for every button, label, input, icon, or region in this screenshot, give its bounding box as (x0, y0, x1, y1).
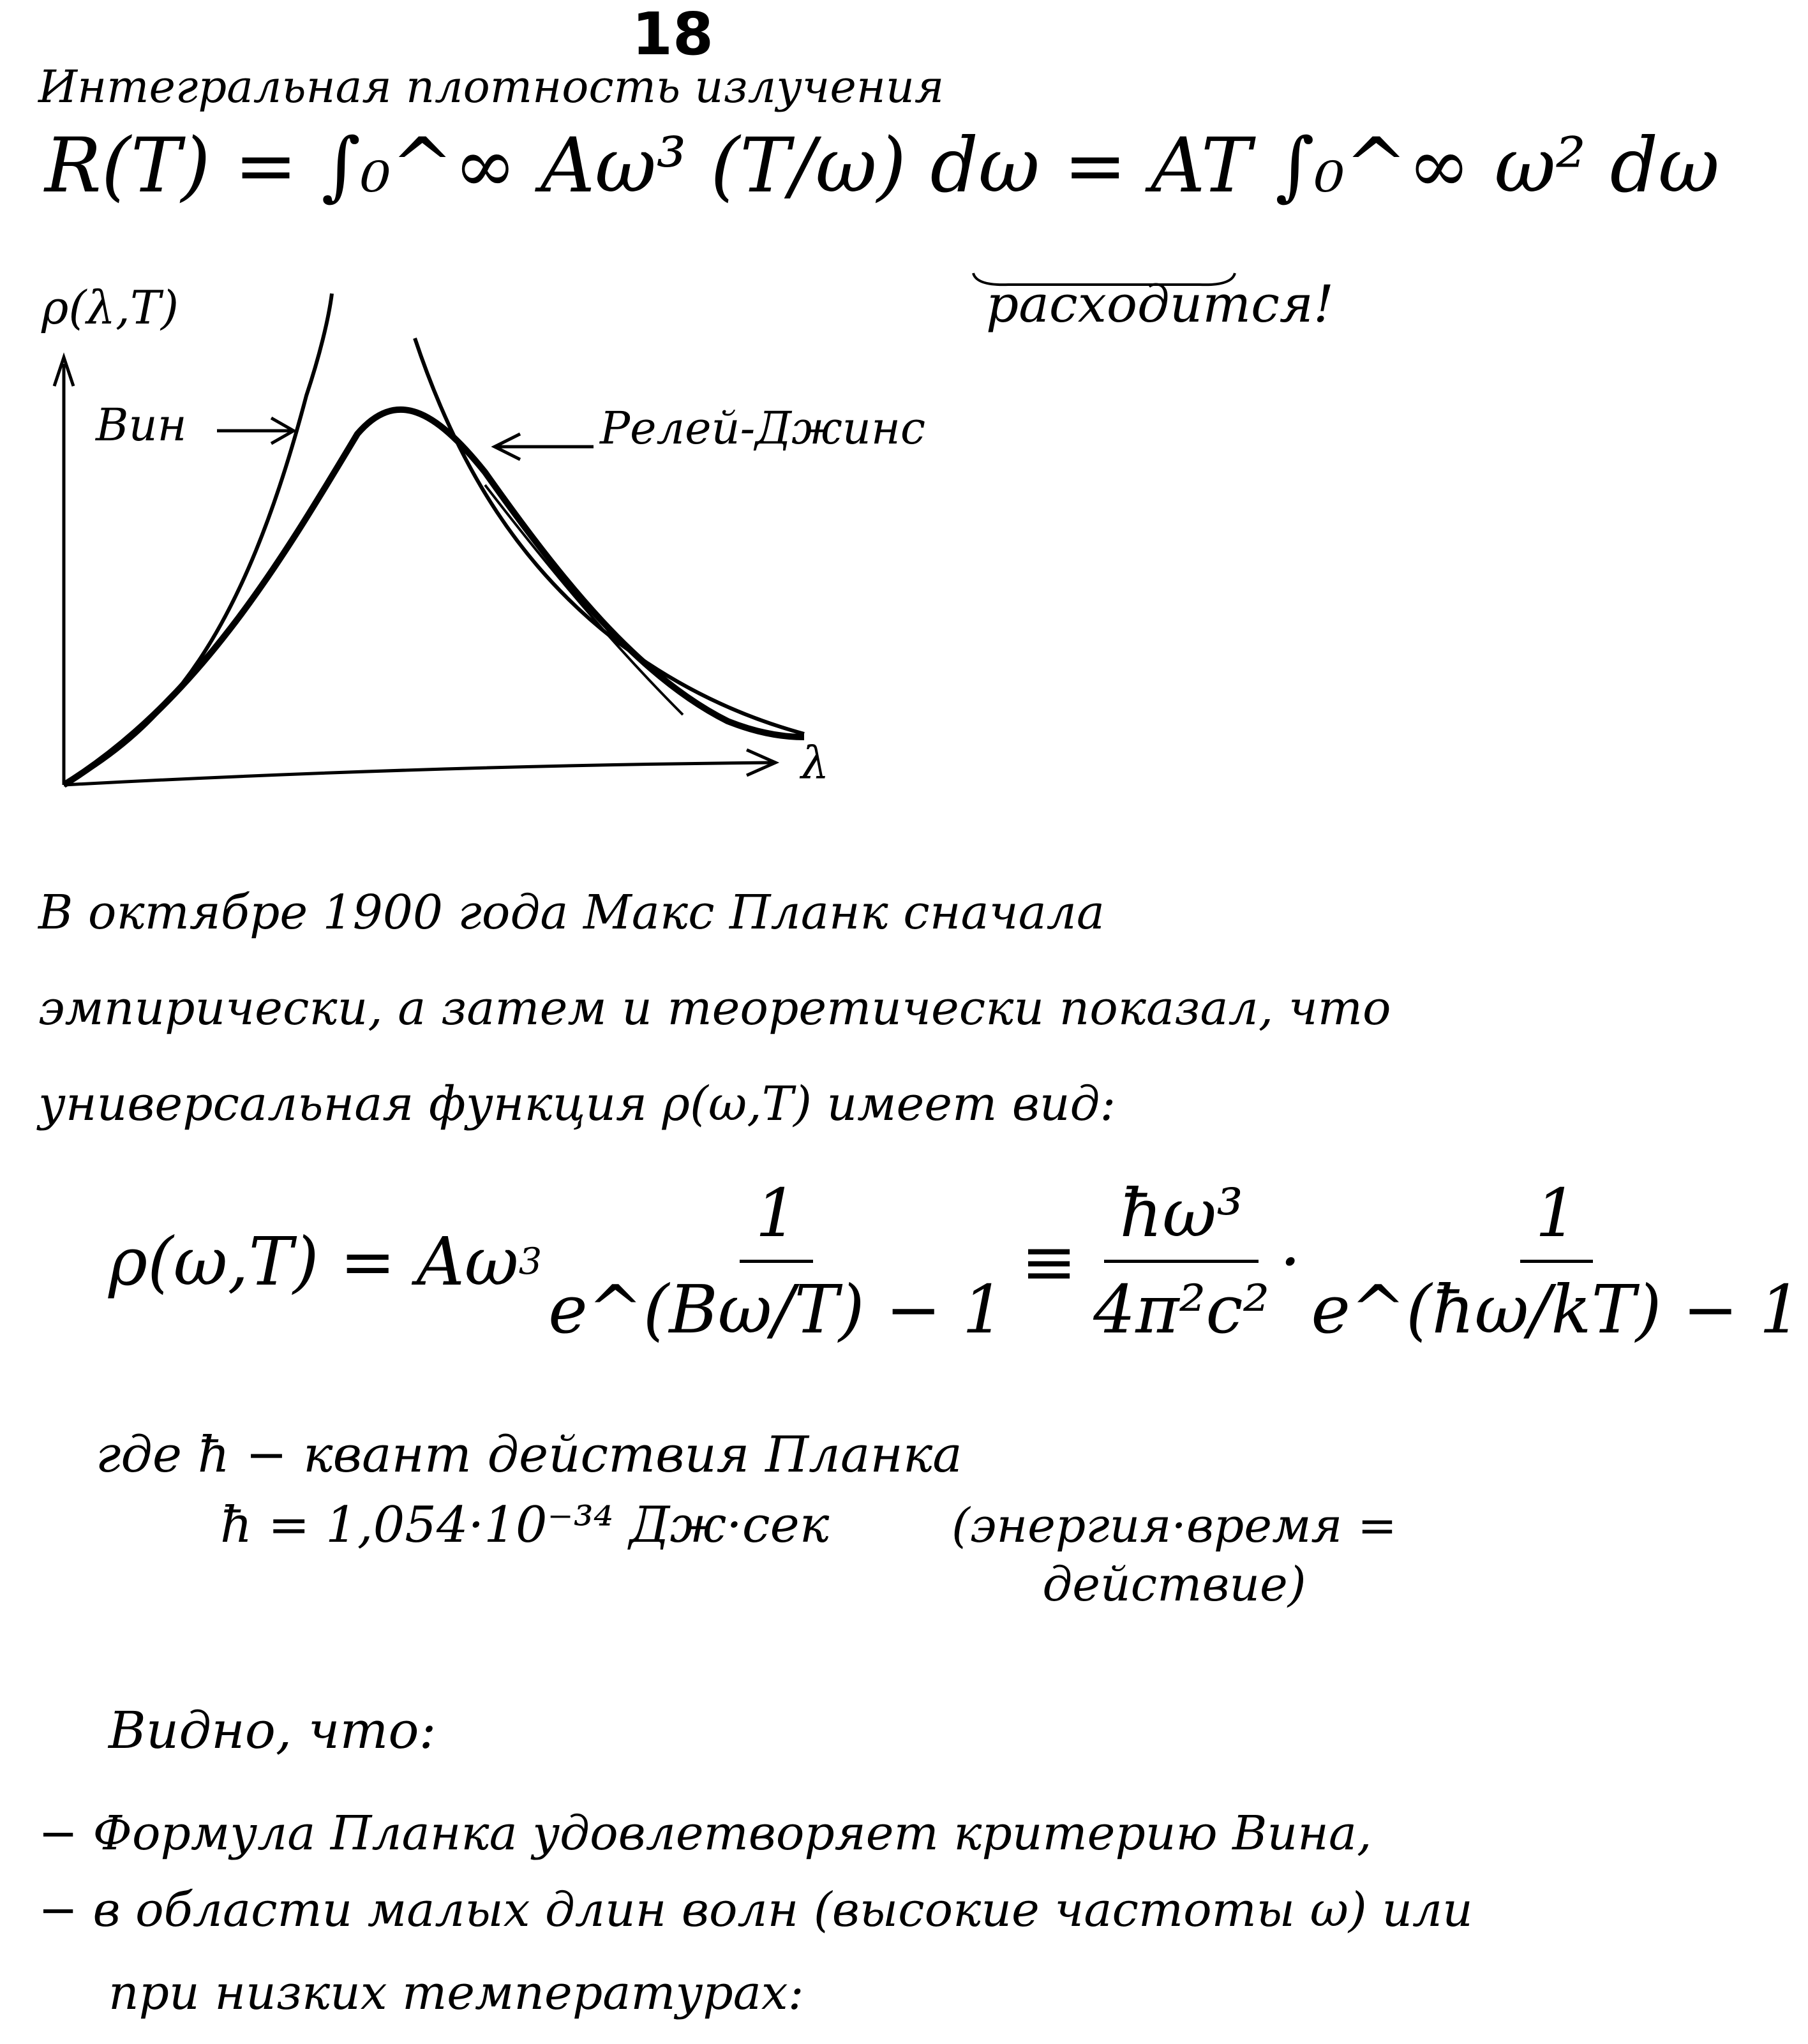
x-axis (64, 763, 772, 785)
planck-fraction-1 (548, 1174, 1005, 1348)
diverges-note: расходится! (986, 274, 1334, 334)
frac2-denominator: 4π²c² (1093, 1271, 1270, 1348)
frac1-numerator: 1 (740, 1174, 812, 1263)
planck-fraction-2 (1093, 1174, 1269, 1348)
planck-paragraph: В октябре 1900 года Макс Планк сначала эмпирически, а затем и теоретически показал, что универсальная функция ρ(ω,T) имеет вид: (38, 885, 1391, 1131)
spectral-density-figure (38, 281, 926, 804)
planck-fraction-3 (1311, 1174, 1801, 1348)
equation-rayleigh-integral: R(T) = ∫₀^∞ Aω³ (T/ω) dω = AT ∫₀^∞ ω² dω (45, 121, 1720, 209)
planck-lhs: ρ(ω,T) = Aω (108, 1222, 519, 1301)
bullet-short-wavelengths: − в области малых длин волн (высокие частоты ω) или (38, 1883, 1473, 1937)
label-rayleigh-jeans: Релей-Джинс (600, 402, 926, 454)
planck-formula (108, 1174, 1808, 1348)
rj-label-arrow-icon (495, 434, 594, 459)
planck-curve (64, 410, 804, 785)
heading-integral-density: Интегральная плотность излучения (38, 61, 945, 113)
y-axis-label: ρ(λ,T) (41, 281, 179, 334)
frac2-numerator: ħω³ (1104, 1174, 1258, 1263)
curves-plot (38, 281, 868, 804)
planck-lhs-exponent: 3 (518, 1240, 542, 1283)
bullet-low-temperatures: при низких температурах: (108, 1966, 804, 2020)
planck-constant-note: (энергия·время = действие) (952, 1498, 1397, 1612)
observe-heading: Видно, что: (108, 1701, 437, 1760)
equiv-sign: ≡ (1020, 1222, 1077, 1301)
wien-label-arrow-icon (217, 418, 294, 444)
planck-constant-value: ħ = 1,054·10⁻³⁴ Дж·сек (220, 1496, 830, 1554)
page-number: 18 (632, 0, 714, 68)
planck-constant-definition: где ħ − квант действия Планка (96, 1426, 962, 1484)
label-wien: Вин (96, 399, 187, 451)
x-axis-label: λ (801, 737, 830, 789)
dot-sign: · (1280, 1222, 1301, 1301)
frac1-denominator: e^(Bω/T) − 1 (548, 1271, 1005, 1348)
frac3-numerator: 1 (1520, 1174, 1593, 1263)
rayleigh-jeans-curve (415, 338, 804, 734)
bullet-wien-criterion: − Формула Планка удовлетворяет критерию Вина, (38, 1806, 1372, 1861)
frac3-denominator: e^(ħω/kT) − 1 (1311, 1271, 1802, 1348)
